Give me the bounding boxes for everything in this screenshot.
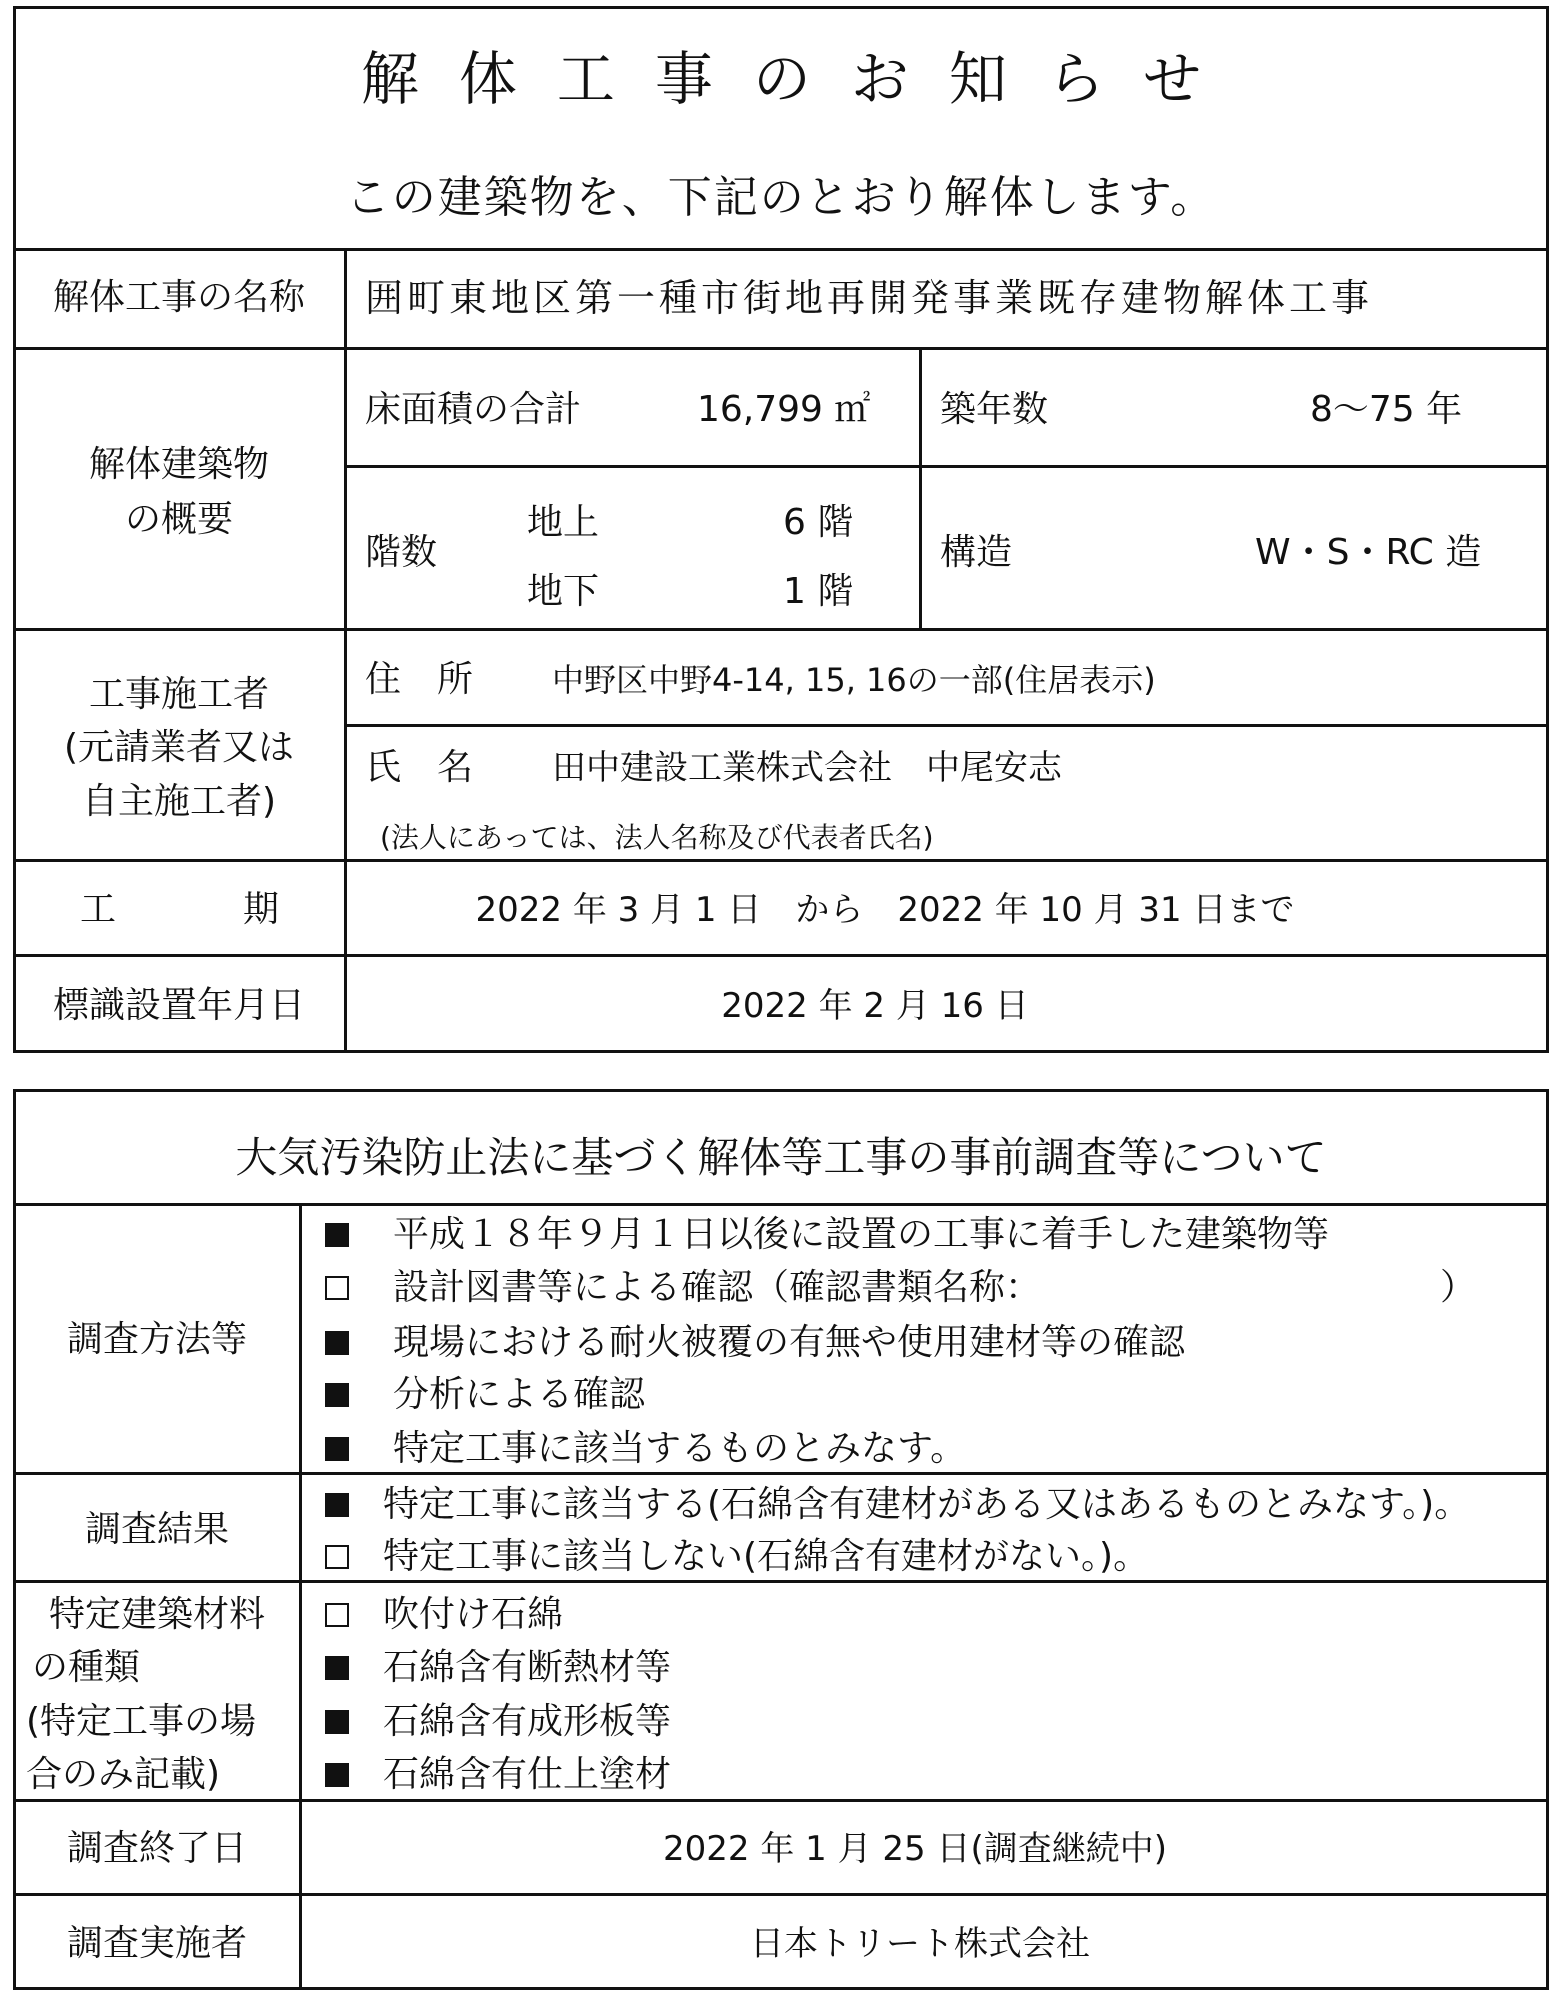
overview-label: 解体建築物	[88, 444, 270, 485]
method-item	[325, 1428, 967, 1469]
divider	[13, 347, 1549, 350]
period-label: 工	[80, 889, 117, 930]
person-value: 田中建設工業株式会社 中尾安志	[552, 748, 1062, 788]
checkbox-unchecked[interactable]	[325, 1603, 349, 1627]
address-value: 中野区中野4-14, 15, 16の一部(住居表示)	[552, 661, 1156, 699]
method-close-paren: ）	[1440, 1267, 1477, 1308]
structure-value: W・S・RC 造	[1255, 532, 1482, 573]
checkbox-unchecked[interactable]	[325, 1545, 349, 1569]
checkbox-checked[interactable]	[325, 1331, 349, 1355]
method-text: 平成１８年９月１日以後に設置の工事に着手した建築物等	[393, 1214, 1330, 1255]
divider	[13, 1893, 1549, 1896]
method-item	[325, 1267, 1042, 1308]
contractor-label: (元請業者又は	[63, 727, 295, 768]
overview-label: の概要	[124, 499, 234, 540]
materials-label: 特定建築材料	[48, 1594, 266, 1635]
divider	[13, 859, 1549, 862]
method-text: 現場における耐火被覆の有無や使用建材等の確認	[393, 1322, 1186, 1363]
age-label: 築年数	[940, 389, 1049, 430]
sign-label: 標識設置年月日	[52, 985, 306, 1026]
person-note: (法人にあっては、法人名称及び代表者氏名)	[380, 821, 934, 854]
name-value: 囲町東地区第一種市街地再開発事業既存建物解体工事	[365, 276, 1374, 320]
result-item	[325, 1484, 1471, 1525]
name-label: 解体工事の名称	[52, 277, 306, 318]
divider	[299, 1203, 302, 1990]
method-text: 分析による確認	[393, 1374, 646, 1415]
result-item	[325, 1536, 1150, 1577]
material-text: 石綿含有成形板等	[383, 1701, 672, 1742]
address-label: 住 所	[365, 659, 474, 700]
material-text: 石綿含有断熱材等	[383, 1647, 672, 1688]
divider	[919, 347, 922, 629]
checkbox-checked[interactable]	[325, 1656, 349, 1680]
person-label: 氏 名	[365, 747, 474, 788]
method-item	[325, 1322, 1186, 1363]
above-value: 6 階	[783, 502, 854, 543]
above-label: 地上	[527, 502, 600, 543]
notice-title: 解体工事のお知らせ	[360, 45, 1242, 113]
floors-label: 階数	[365, 532, 438, 573]
checkbox-checked[interactable]	[325, 1383, 349, 1407]
divider	[13, 954, 1549, 957]
implementer-value: 日本トリート株式会社	[750, 1924, 1090, 1964]
method-text: 特定工事に該当するものとみなす。	[393, 1428, 967, 1469]
result-text: 特定工事に該当する(石綿含有建材がある又はあるものとみなす。)。	[383, 1484, 1471, 1525]
method-label: 調査方法等	[66, 1319, 248, 1360]
period-value: 2022 年 3 月 1 日 から 2022 年 10 月 31 日まで	[475, 890, 1295, 930]
contractor-label: 自主施工者)	[81, 781, 277, 822]
floor-area-label: 床面積の合計	[365, 389, 582, 430]
material-item	[325, 1701, 672, 1742]
divider	[13, 1799, 1549, 1802]
end-label: 調査終了日	[66, 1828, 248, 1869]
contractor-label: 工事施工者	[88, 674, 270, 715]
divider	[345, 724, 1549, 727]
result-label: 調査結果	[84, 1509, 230, 1550]
divider	[13, 628, 1549, 631]
divider	[13, 248, 1549, 251]
notice-subtitle: この建築物を、下記のとおり解体します。	[345, 172, 1217, 223]
age-value: 8～75 年	[1310, 389, 1463, 430]
divider	[344, 248, 347, 1053]
divider	[13, 1203, 1549, 1206]
method-text: 設計図書等による確認（確認書類名称：	[393, 1267, 1042, 1308]
material-item	[325, 1754, 672, 1795]
material-text: 吹付け石綿	[383, 1594, 564, 1635]
materials-label: 合のみ記載)	[26, 1754, 221, 1795]
end-value: 2022 年 1 月 25 日(調査継続中)	[663, 1829, 1167, 1869]
checkbox-checked[interactable]	[325, 1710, 349, 1734]
method-item	[325, 1214, 1330, 1255]
materials-label: の種類	[32, 1647, 141, 1688]
floor-area-value: 16,799 ㎡	[697, 389, 871, 430]
checkbox-checked[interactable]	[325, 1493, 349, 1517]
divider	[13, 1580, 1549, 1583]
checkbox-checked[interactable]	[325, 1763, 349, 1787]
checkbox-checked[interactable]	[325, 1437, 349, 1461]
structure-label: 構造	[940, 532, 1013, 573]
implementer-label: 調査実施者	[66, 1923, 248, 1964]
survey-title: 大気汚染防止法に基づく解体等工事の事前調査等について	[235, 1133, 1327, 1182]
result-text: 特定工事に該当しない(石綿含有建材がない。)。	[383, 1536, 1150, 1577]
sign-value: 2022 年 2 月 16 日	[721, 986, 1029, 1026]
below-label: 地下	[527, 571, 600, 612]
material-text: 石綿含有仕上塗材	[383, 1754, 672, 1795]
checkbox-unchecked[interactable]	[325, 1276, 349, 1300]
material-item	[325, 1647, 672, 1688]
materials-label: (特定工事の場	[26, 1701, 257, 1742]
divider	[13, 1472, 1549, 1475]
checkbox-checked[interactable]	[325, 1223, 349, 1247]
material-item	[325, 1594, 564, 1635]
divider	[345, 465, 1549, 468]
below-value: 1 階	[783, 571, 854, 612]
period-label: 期	[243, 889, 280, 930]
method-item	[325, 1374, 646, 1415]
